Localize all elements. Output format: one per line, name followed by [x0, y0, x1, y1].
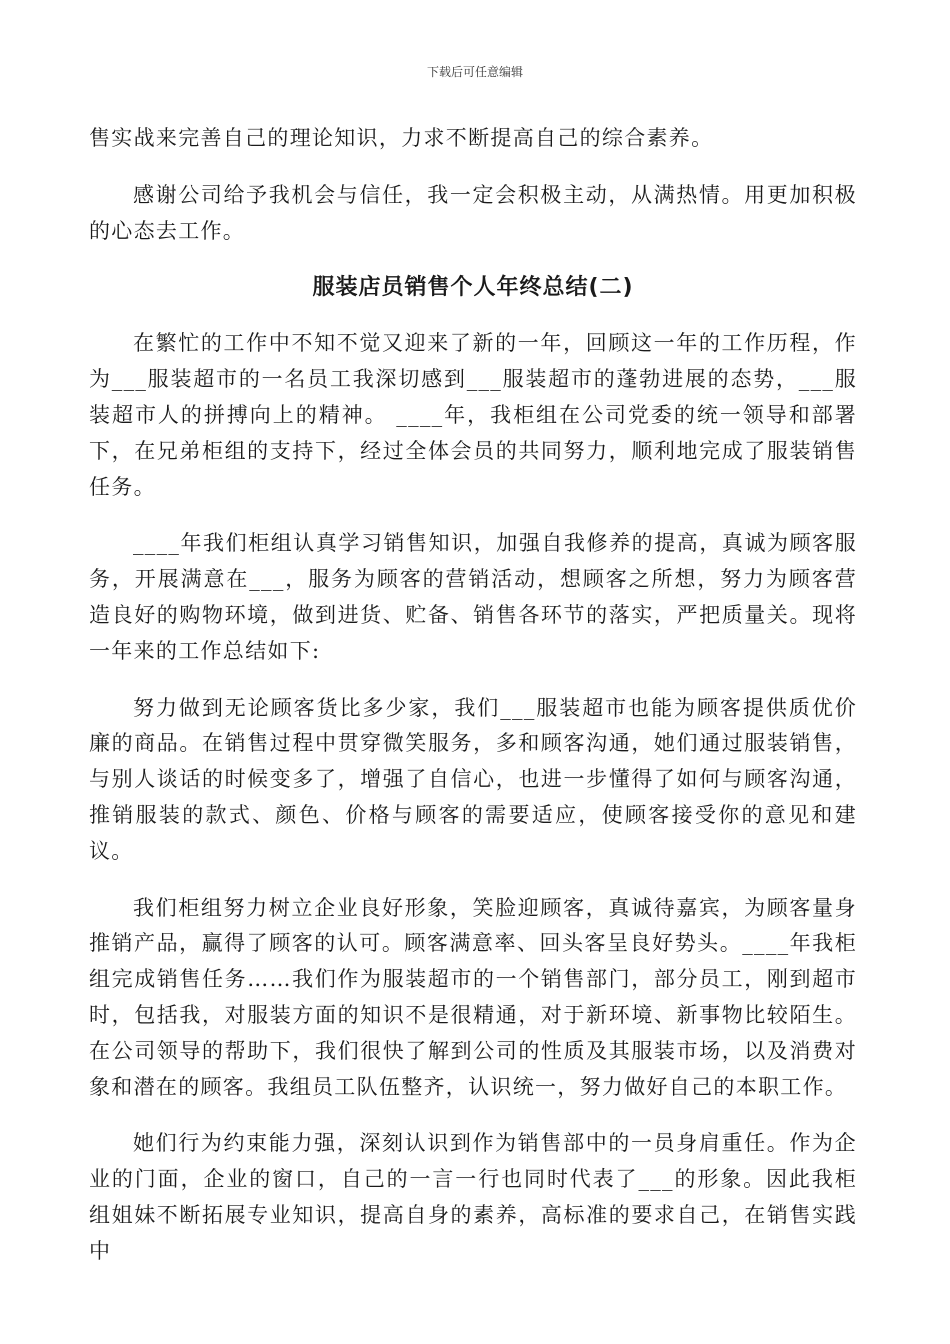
paragraph-intro: 在繁忙的工作中不知不觉又迎来了新的一年，回顾这一年的工作历程，作为___服装超市的一名员工我深切感到___服装超市的蓬勃进展的态势，___服装超市人的拼搏向上的精神。 ____年，我柜组在公司党委的统一领导和部署下，在兄弟柜组的支持下，经过全体会员的共同努力，顺利地完成了服装销售任务。 — [89, 331, 857, 499]
paragraph-study: ____年我们柜组认真学习销售知识，加强自我修养的提高，真诚为顾客服务，开展满意在___，服务为顾客的营销活动，想顾客之所想，努力为顾客营造良好的购物环境，做到进货、贮备、销售各环节的落实，严把质量关。现将一年来的工作总结如下: — [89, 531, 857, 663]
section-title: 服装店员销售个人年终总结(二) — [312, 275, 634, 301]
paragraph-image: 我们柜组努力树立企业良好形象，笑脸迎顾客，真诚待嘉宾，为顾客量身推销产品，赢得了顾客的认可。顾客满意率、回头客呈良好势头。____年我柜组完成销售任务……我们作为服装超市的一个销售部门，部分员工，刚到超市时，包括我，对服装方面的知识不是很精通，对于新环境、新事物比较陌生。在公司领导的帮助下，我们很快了解到公司的性质及其服装市场，以及消费对象和潜在的顾客。我组员工队伍整齐，认识统一，努力做好自己的本职工作。 — [89, 895, 857, 1099]
paragraph-quality-price: 努力做到无论顾客货比多少家，我们___服装超市也能为顾客提供质优价廉的商品。在销售过程中贯穿微笑服务，多和顾客沟通，她们通过服装销售，与别人谈话的时候变多了，增强了自信心，也进一步懂得了如何与顾客沟通，推销服装的款式、颜色、价格与顾客的需要适应，使顾客接受你的意见和建议。 — [89, 695, 857, 863]
page-header-note: 下载后可任意编辑 — [426, 65, 523, 79]
document-body — [89, 121, 857, 1291]
paragraph-continuation: 售实战来完善自己的理论知识，力求不断提高自己的综合素养。 — [89, 126, 714, 150]
paragraph-thanks: 感谢公司给予我机会与信任，我一定会积极主动，从满热情。用更加积极的心态去工作。 — [89, 182, 857, 243]
paragraph-discipline: 她们行为约束能力强，深刻认识到作为销售部中的一员身肩重任。作为企业的门面，企业的窗口，自己的一言一行也同时代表了___的形象。因此我柜组姐妹不断拓展专业知识，提高自身的素养，高标准的要求自己，在销售实践中 — [89, 1131, 857, 1263]
